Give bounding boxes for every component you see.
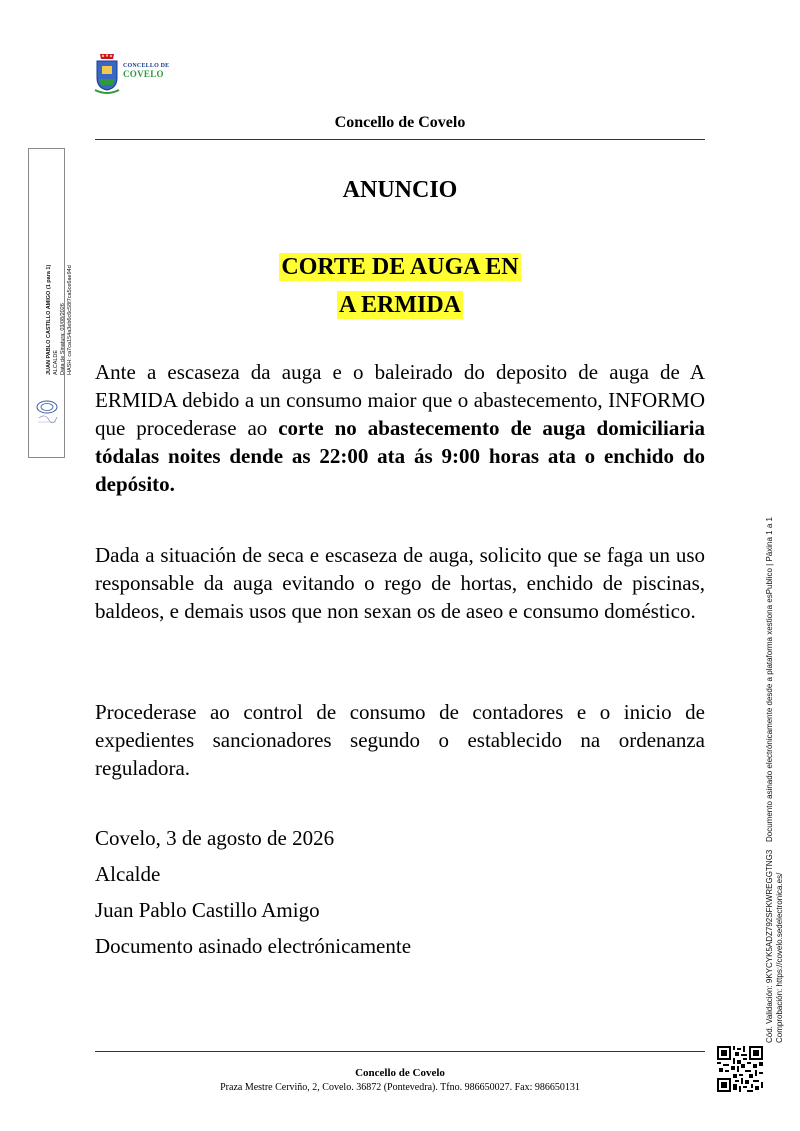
subtitle-line1-text: CORTE DE AUGA EN	[281, 254, 519, 280]
header-divider	[95, 139, 705, 140]
page-heading: ANUNCIO	[342, 177, 458, 203]
signature-name: Juan Pablo Castillo Amigo	[95, 898, 320, 922]
subtitle-line2	[95, 292, 705, 319]
logo-line2: COVELO	[123, 69, 164, 79]
signature-role: Alcalde	[95, 862, 161, 886]
subtitle-line2-text: A ERMIDA	[338, 292, 461, 318]
header-title: Concello de Covelo	[334, 114, 466, 131]
validation-code: Cód. Validación: 9KYCYK5ADZ792SFKWREGGTNG3	[765, 849, 774, 1043]
subtitle-line1	[95, 254, 705, 281]
qr-code-icon	[717, 1046, 763, 1092]
footer-divider	[95, 1051, 705, 1052]
paragraph-1-bold: corte no abastecemento de auga domiciliaria tódalas noites dende as 22:00 ata ás 9:00 horas ata o enchido do depósito.	[95, 416, 705, 496]
paragraph-2: Dada a situación de seca e escaseza de auga, solicito que se faga un uso responsable da auga evitando o rego de hortas, enchido de piscinas, baldeos, e demais usos que non sexan os de aseo e consumo doméstico.	[95, 543, 705, 623]
signature-place-date: Covelo, 3 de agosto de 2026	[95, 826, 335, 850]
concello-logo	[93, 52, 173, 98]
signature-box-role: ALCALDE	[53, 349, 59, 375]
signature-note: Documento asinado electrónicamente	[95, 934, 412, 958]
coat-of-arms-icon	[93, 52, 121, 96]
footer-address: Praza Mestre Cerviño, 2, Covelo. 36872 (Pontevedra). Tfno. 986650027. Fax: 986650131	[220, 1082, 580, 1093]
validation-document-info: Documento asinado electrónicamente desde a plataforma xestiona esPublico | Páxina 1 a 1	[765, 517, 774, 842]
signature-box-hash: HASH: ca7ca154a3eb6c6c58f7ca5ce6ae94d	[67, 265, 73, 375]
footer-name: Concello de Covelo	[355, 1067, 445, 1079]
signature-stamp-icon	[33, 396, 61, 426]
signature-box-signer: JUAN PABLO CASTILLO AMIGO (1 para 1)	[46, 264, 52, 375]
validation-url: Comprobación: https://covelo.sedelectronica.es/	[775, 872, 784, 1043]
paragraph-3: Procederase ao control de consumo de contadores e o inicio de expedientes sancionadores segundo o establecido na ordenanza reguladora.	[95, 700, 705, 780]
signature-box-date: Data de Sinatura: 03/08/2026	[60, 303, 66, 375]
validation-text	[765, 850, 785, 1043]
logo-line1: CONCELLO DE	[123, 63, 170, 69]
signature-box-text	[46, 265, 74, 375]
paragraph-1-normal: Ante a escaseza da auga e o baleirado do deposito de auga de A ERMIDA debido a un consumo maior que o abastecemento, INFORMO que procederase ao	[95, 360, 705, 440]
paragraph-1	[95, 358, 705, 498]
